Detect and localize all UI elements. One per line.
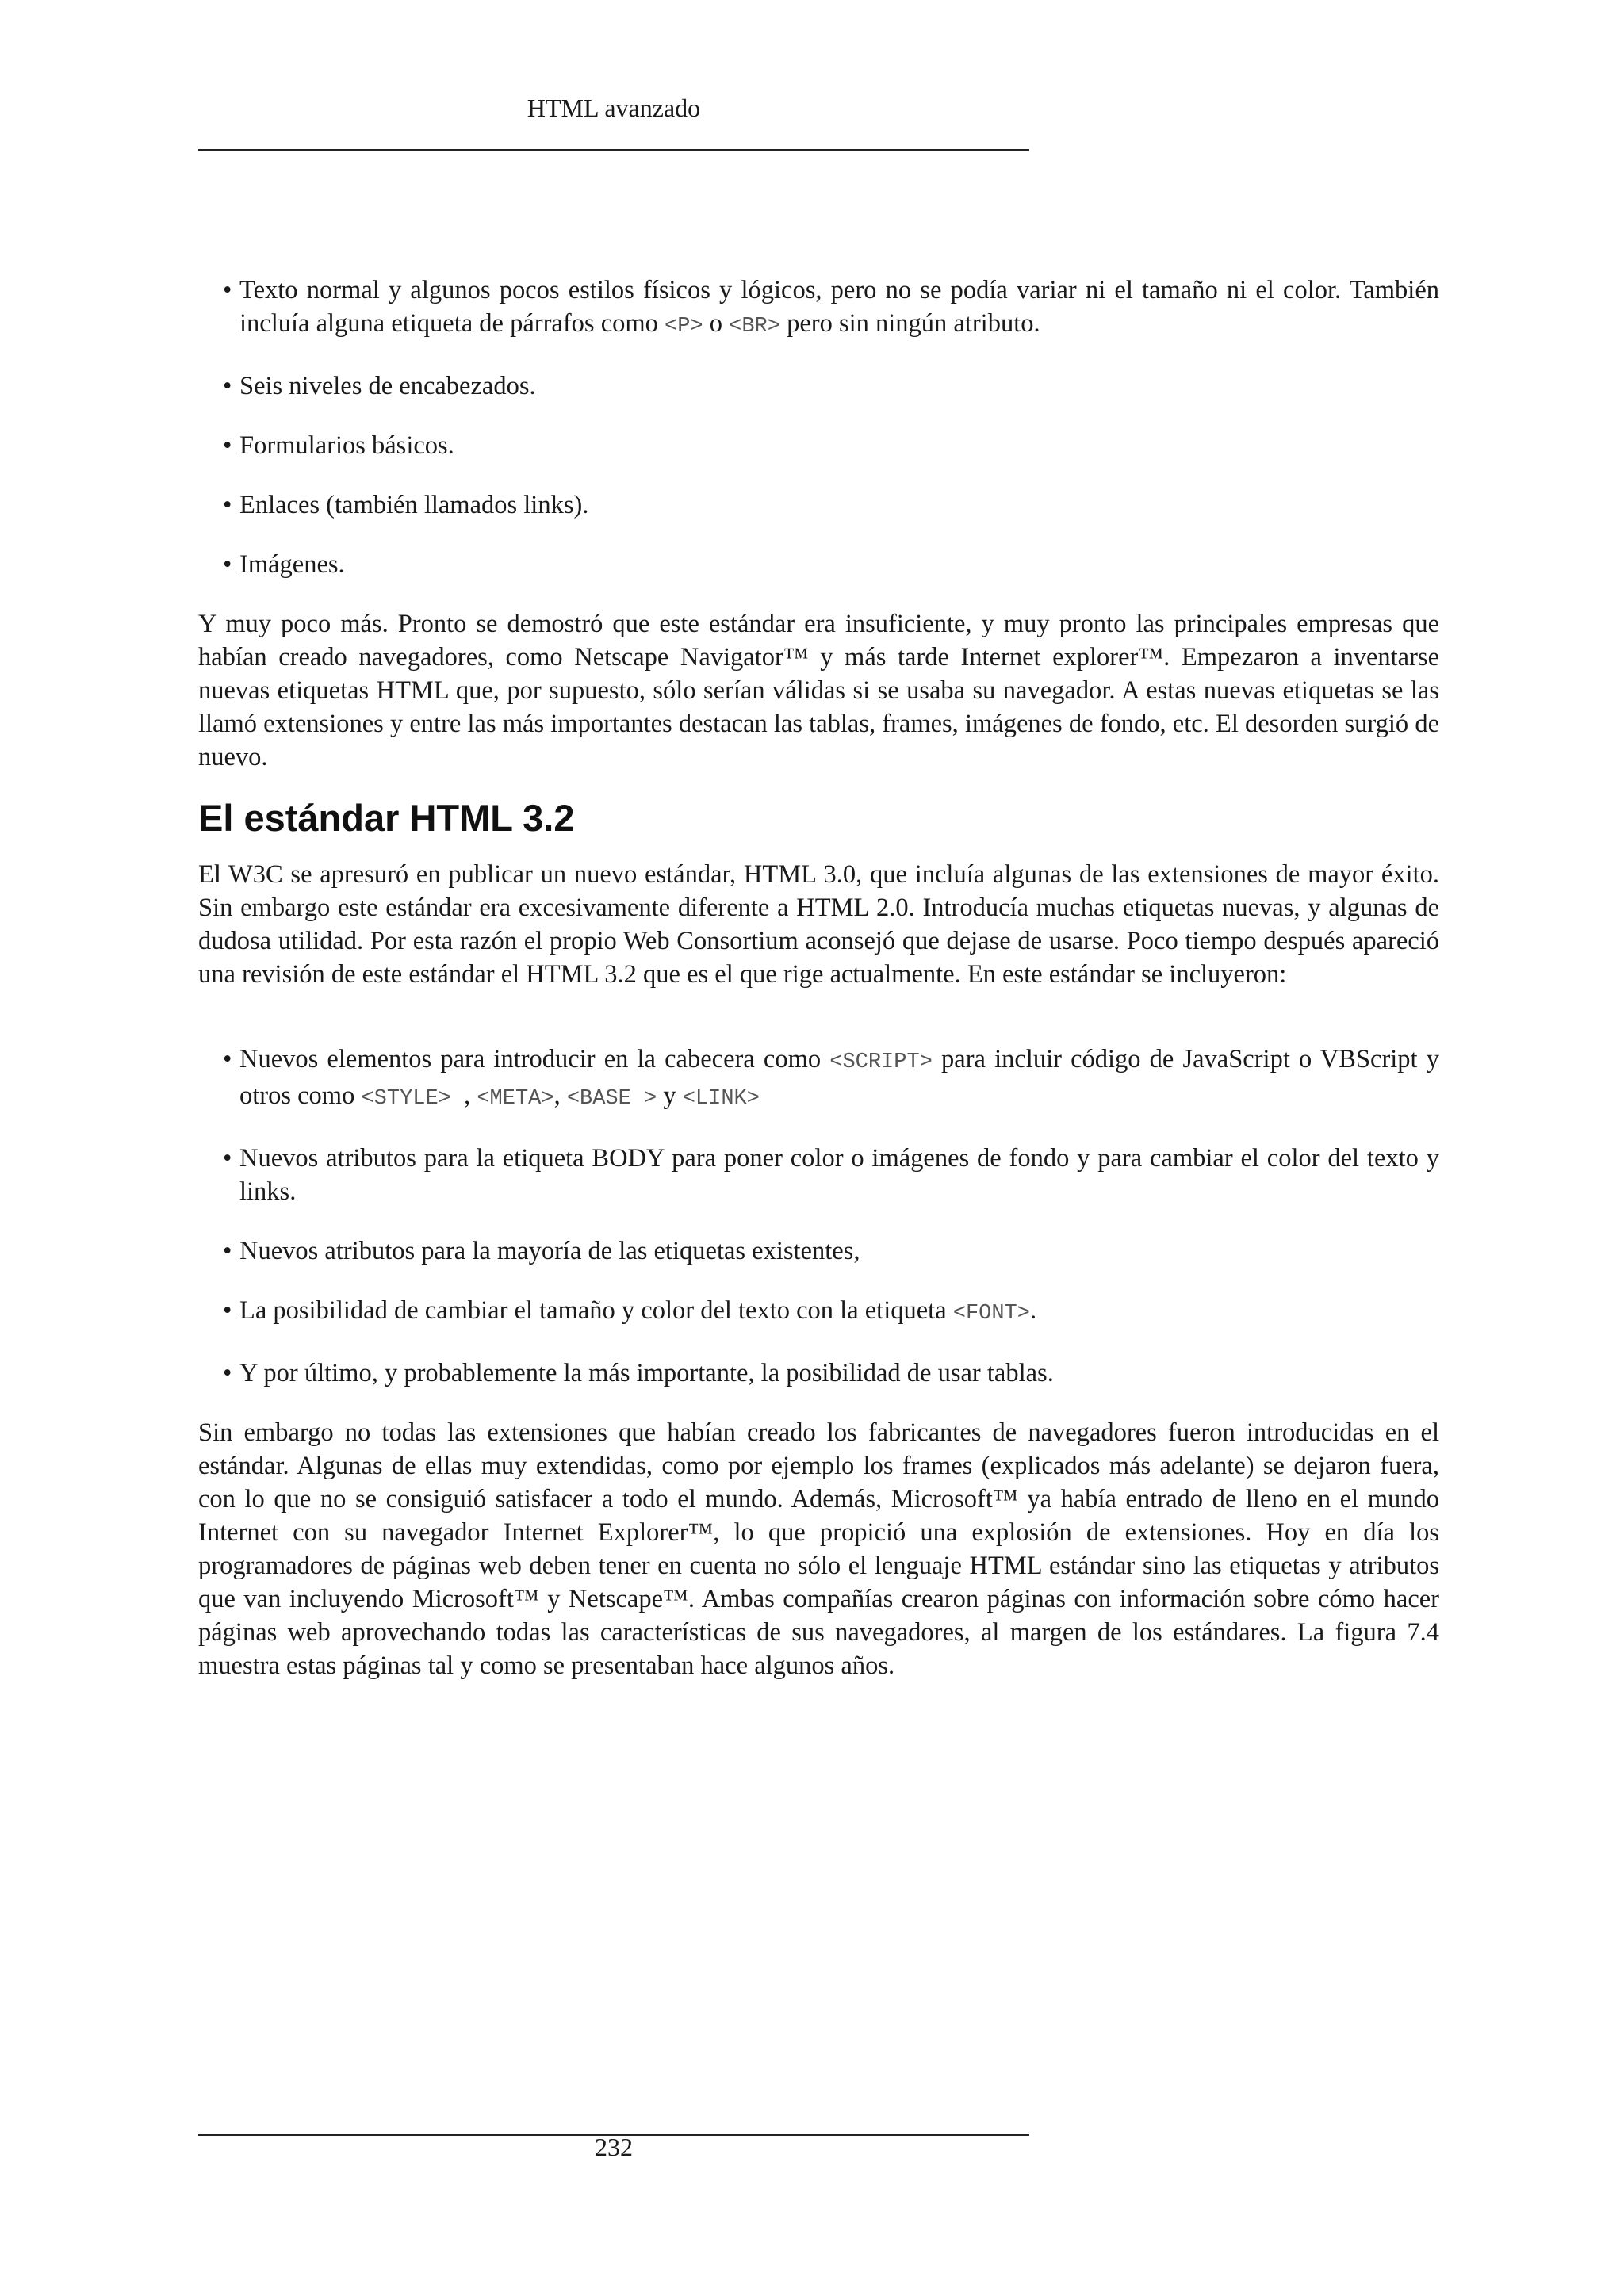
list-item xyxy=(198,369,1439,403)
bullet-icon: • xyxy=(223,431,232,460)
page-content xyxy=(198,274,1439,1682)
feature-list-html32 xyxy=(198,1043,1439,1390)
list-item-text: Imágenes. xyxy=(239,550,345,579)
code-tag: <LINK> xyxy=(682,1087,760,1111)
section-heading: El estándar HTML 3.2 xyxy=(198,797,575,839)
list-item-text: Nuevos elementos para introducir en la cabecera como <SCRIPT> para incluir código de JavaScript o VBScript y otros como <STYLE> , <META>, <BASE > y <LINK> xyxy=(239,1045,1439,1111)
bullet-icon: • xyxy=(223,550,232,579)
code-tag: <BR> xyxy=(729,315,780,339)
code-tag: <BASE > xyxy=(566,1087,657,1111)
bullet-icon: • xyxy=(223,1237,232,1265)
code-tag: <META> xyxy=(477,1087,554,1111)
code-tag: <SCRIPT> xyxy=(829,1050,933,1074)
code-tag: <STYLE> xyxy=(361,1087,465,1111)
list-item xyxy=(198,488,1439,522)
code-tag: <FONT> xyxy=(952,1302,1030,1326)
bullet-icon: • xyxy=(223,372,232,400)
list-item xyxy=(198,429,1439,462)
page-number: 232 xyxy=(595,2133,633,2161)
list-item xyxy=(198,1357,1439,1390)
list-item-text: Nuevos atributos para la etiqueta BODY para poner color o imágenes de fondo y para cambiar el color del texto y links. xyxy=(239,1144,1439,1206)
list-item-text: Nuevos atributos para la mayoría de las etiquetas existentes, xyxy=(239,1237,860,1265)
list-item-text: Texto normal y algunos pocos estilos físicos y lógicos, pero no se podía variar ni el tamaño ni el color. También incluía alguna etiqueta de párrafos como <P> o <BR> pero sin ningún atributo. xyxy=(239,276,1439,339)
paragraph-extensions: Y muy poco más. Pronto se demostró que este estándar era insuficiente, y muy pronto las principales empresas que habían creado navegadores, como Netscape Navigator™ y más tarde Internet explorer™. Empezaron a inventarse nuevas etiquetas HTML que, por supuesto, sólo serían válidas si se usaba su navegador. A estas nuevas etiquetas se las llamó extensiones y entre las más importantes destacan las tablas, frames, imágenes de fondo, etc. El desorden surgió de nuevo. xyxy=(198,610,1439,771)
bullet-icon: • xyxy=(223,1045,232,1073)
paragraph-browser-extensions: Sin embargo no todas las extensiones que habían creado los fabricantes de navegadores fueron introducidas en el estándar. Algunas de ellas muy extendidas, como por ejemplo los frames (explicados más adelante) se dejaron fuera, con lo que no se consiguió satisfacer a todo el mundo. Además, Microsoft™ ya había entrado de lleno en el mundo Internet con su navegador Internet Explorer™, lo que propició una explosión de extensiones. Hoy en día los programadores de páginas web deben tener en cuenta no sólo el lenguaje HTML estándar sino las etiquetas y atributos que van incluyendo Microsoft™ y Netscape™. Ambas compañías crearon páginas con información sobre cómo hacer páginas web aprovechando todas las características de sus navegadores, al margen de los estándares. La figura 7.4 muestra estas páginas tal y como se presentaban hace algunos años. xyxy=(198,1418,1439,1680)
bullet-icon: • xyxy=(223,276,232,304)
list-item xyxy=(198,1294,1439,1330)
feature-list-html2 xyxy=(198,274,1439,581)
list-item xyxy=(198,1043,1439,1115)
bullet-icon: • xyxy=(223,491,232,519)
page-header: HTML avanzado xyxy=(527,94,701,122)
bullet-icon: • xyxy=(223,1359,232,1387)
list-item xyxy=(198,1142,1439,1208)
list-item-text: Formularios básicos. xyxy=(239,431,454,460)
paragraph-html32: El W3C se apresuró en publicar un nuevo estándar, HTML 3.0, que incluía algunas de las extensiones de mayor éxito. Sin embargo este estándar era excesivamente diferente a HTML 2.0. Introducía muchas etiquetas nuevas, y algunas de dudosa utilidad. Por esta razón el propio Web Consortium aconsejó que dejase de usarse. Poco tiempo después apareció una revisión de este estándar el HTML 3.2 que es el que rige actualmente. En este estándar se incluyeron: xyxy=(198,860,1439,989)
header-rule xyxy=(198,149,1029,151)
list-item xyxy=(198,274,1439,343)
list-item-text: Enlaces (también llamados links). xyxy=(239,491,589,519)
list-item-text: Y por último, y probablemente la más importante, la posibilidad de usar tablas. xyxy=(239,1359,1054,1387)
list-item-text: La posibilidad de cambiar el tamaño y color del texto con la etiqueta <FONT>. xyxy=(239,1296,1037,1326)
bullet-icon: • xyxy=(223,1296,232,1325)
list-item xyxy=(198,548,1439,581)
code-tag: <P> xyxy=(665,315,703,339)
bullet-icon: • xyxy=(223,1144,232,1173)
list-item xyxy=(198,1234,1439,1268)
list-item-text: Seis niveles de encabezados. xyxy=(239,372,536,400)
